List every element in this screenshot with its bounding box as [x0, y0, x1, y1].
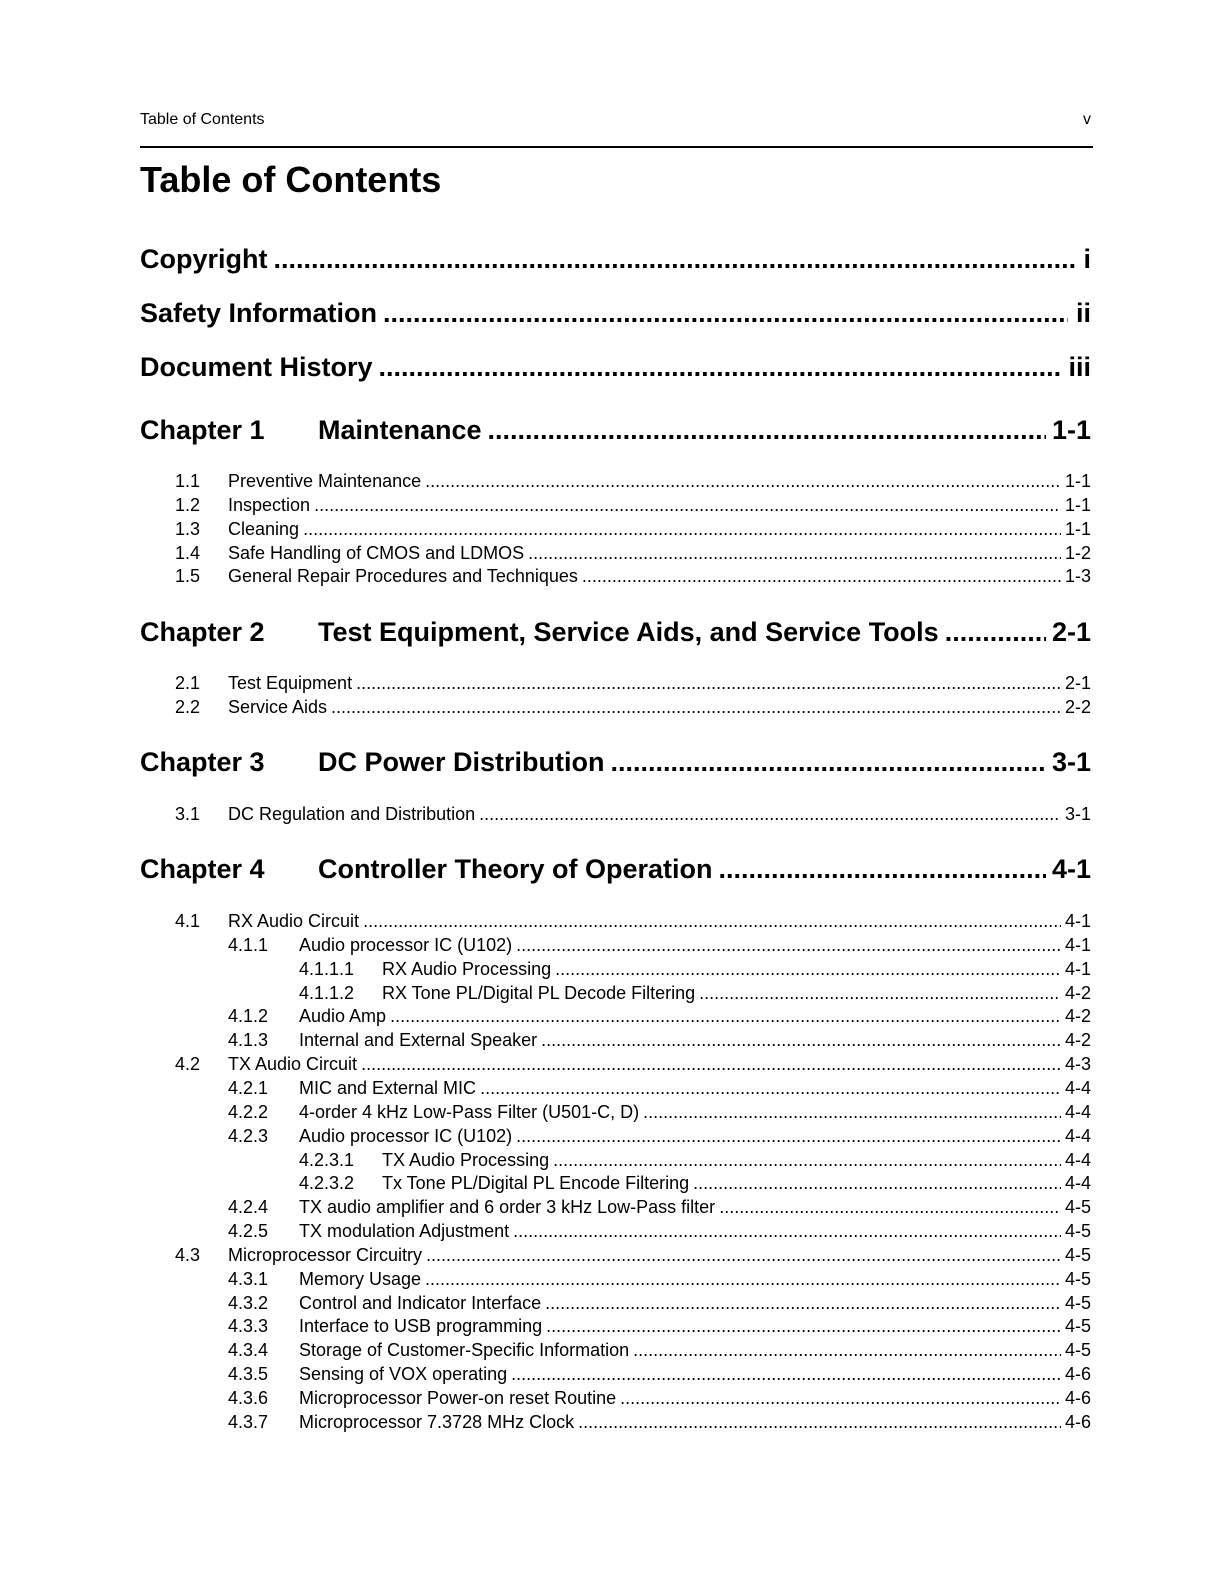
toc-entry-number: 4.1.2: [228, 1006, 269, 1026]
dot-leader: [578, 1410, 1061, 1434]
toc-entry-number: 1.5: [175, 566, 201, 586]
toc-entry-page: 1-3: [1064, 566, 1091, 586]
toc-section-entry[interactable]: [140, 1219, 1091, 1243]
running-header: [140, 110, 1091, 130]
toc-entry-label: Memory Usage: [299, 1269, 422, 1289]
toc-entry-label: TX audio amplifier and 6 order 3 kHz Low-Pass filter: [299, 1197, 716, 1217]
toc-entry-page: 4-6: [1064, 1364, 1091, 1384]
toc-entry-page: ii: [1075, 298, 1091, 328]
toc-entry-number: 4.2.1: [228, 1078, 269, 1098]
toc-entry-label: Sensing of VOX operating: [299, 1364, 508, 1384]
toc-section-entry[interactable]: [140, 671, 1091, 695]
toc-entry-number: 4.1.1.1: [299, 959, 355, 979]
dot-leader: [693, 1171, 1061, 1195]
toc-entry-number: Chapter 2: [140, 617, 265, 647]
toc-entry-page: 1-1: [1064, 495, 1091, 515]
toc-entry-label: Inspection: [228, 495, 311, 515]
toc-entry-page: 4-5: [1064, 1221, 1091, 1241]
toc-entry-page: 3-1: [1064, 804, 1091, 824]
toc-entry-label: Microprocessor 7.3728 MHz Clock: [299, 1412, 575, 1432]
toc-entry-page: 3-1: [1051, 747, 1091, 777]
toc-section-entry[interactable]: [140, 541, 1091, 565]
toc-entry-page: 4-1: [1064, 911, 1091, 931]
toc-front-matter-entry[interactable]: [140, 243, 1091, 275]
toc-entry-number: 4.1.1.2: [299, 983, 355, 1003]
dot-leader: [643, 1100, 1061, 1124]
toc-entry-number: 1.4: [175, 543, 201, 563]
toc-entry-number: 4.3.2: [228, 1293, 269, 1313]
toc-entry-number: 4.1.1: [228, 935, 269, 955]
toc-entry-label: Preventive Maintenance: [228, 471, 422, 491]
toc-entry-page: 4-4: [1064, 1150, 1091, 1170]
toc-entry-label: RX Audio Processing: [382, 959, 552, 979]
toc-section-entry[interactable]: [140, 1171, 1091, 1195]
toc-entry-label: Cleaning: [228, 519, 300, 539]
toc-entry-label: General Repair Procedures and Techniques: [228, 566, 578, 586]
toc-entry-label: Audio processor IC (U102): [299, 1126, 513, 1146]
running-header-page-number: v: [1083, 111, 1091, 128]
dot-leader: [633, 1338, 1061, 1362]
toc-entry-page: 4-4: [1064, 1102, 1091, 1122]
toc-entry-label: Service Aids: [228, 697, 328, 717]
toc-section-entry[interactable]: [140, 802, 1091, 826]
dot-leader: [516, 933, 1061, 957]
toc-front-matter-entry[interactable]: [140, 351, 1091, 383]
toc-entry-number: 4.1.3: [228, 1030, 269, 1050]
toc-entry-page: 4-1: [1064, 959, 1091, 979]
dot-leader: [361, 1052, 1061, 1076]
toc-entry-label: Microprocessor Circuitry: [228, 1245, 423, 1265]
toc-entry-number: 4.2.3: [228, 1126, 269, 1146]
toc-entry-page: 4-4: [1064, 1173, 1091, 1193]
dot-leader: [488, 414, 1046, 446]
toc-entry-label: Test Equipment: [228, 673, 353, 693]
toc-entry-label: DC Regulation and Distribution: [228, 804, 476, 824]
dot-leader: [541, 1028, 1061, 1052]
toc-section-entry[interactable]: [140, 695, 1091, 719]
toc-entry-number: 1.1: [175, 471, 201, 491]
toc-entry-number: 4.2: [175, 1054, 201, 1074]
toc-entry-label: Audio processor IC (U102): [299, 935, 513, 955]
toc-entry-label: Document History: [140, 352, 373, 382]
toc-section-entry[interactable]: [140, 933, 1091, 957]
toc-section-entry[interactable]: [140, 1100, 1091, 1124]
toc-entry-label: Interface to USB programming: [299, 1316, 543, 1336]
toc-entry-page: 4-2: [1064, 1030, 1091, 1050]
dot-leader: [390, 1004, 1061, 1028]
toc-entry-page: 4-5: [1064, 1197, 1091, 1217]
toc-entry-page: 4-6: [1064, 1388, 1091, 1408]
toc-entry-number: 4.2.2: [228, 1102, 269, 1122]
toc-entry-label: Controller Theory of Operation: [318, 854, 713, 884]
toc-entry-page: 4-5: [1064, 1340, 1091, 1360]
toc-entry-label: TX Audio Circuit: [228, 1054, 358, 1074]
toc-chapter-entry[interactable]: [140, 616, 1091, 648]
dot-leader: [582, 564, 1061, 588]
toc-entry-label: RX Tone PL/Digital PL Decode Filtering: [382, 983, 696, 1003]
toc-entry-number: Chapter 3: [140, 747, 265, 777]
toc-entry-label: Tx Tone PL/Digital PL Encode Filtering: [382, 1173, 690, 1193]
dot-leader: [620, 1386, 1061, 1410]
toc-section-entry[interactable]: [140, 1410, 1091, 1434]
toc-chapter-entry[interactable]: [140, 414, 1091, 446]
toc-section-entry[interactable]: [140, 1148, 1091, 1172]
toc-section-entry[interactable]: [140, 493, 1091, 517]
toc-entry-page: 4-6: [1064, 1412, 1091, 1432]
toc-section-entry[interactable]: [140, 1076, 1091, 1100]
toc-entry-page: iii: [1068, 352, 1091, 382]
dot-leader: [383, 297, 1068, 329]
dot-leader: [426, 1243, 1061, 1267]
dot-leader: [945, 616, 1046, 648]
toc-entry-page: 4-5: [1064, 1269, 1091, 1289]
toc-section-entry[interactable]: [140, 981, 1091, 1005]
toc-section-entry[interactable]: [140, 1004, 1091, 1028]
dot-leader: [611, 746, 1046, 778]
toc-section-entry[interactable]: [140, 909, 1091, 933]
dot-leader: [511, 1362, 1061, 1386]
toc-section-entry[interactable]: [140, 469, 1091, 493]
toc-entry-page: 2-1: [1051, 617, 1091, 647]
header-rule: [140, 146, 1093, 148]
toc-entry-number: 4.3: [175, 1245, 201, 1265]
dot-leader: [513, 1219, 1061, 1243]
toc-entry-page: 4-5: [1064, 1293, 1091, 1313]
toc-section-entry[interactable]: [140, 1267, 1091, 1291]
dot-leader: [479, 802, 1061, 826]
toc-section-entry[interactable]: [140, 1028, 1091, 1052]
dot-leader: [379, 351, 1061, 383]
dot-leader: [425, 469, 1061, 493]
dot-leader: [303, 517, 1061, 541]
toc-section-entry[interactable]: [140, 1195, 1091, 1219]
toc-entry-page: 1-1: [1064, 471, 1091, 491]
toc-entry-label: Internal and External Speaker: [299, 1030, 538, 1050]
page-title: Table of Contents: [140, 159, 442, 200]
toc-section-entry[interactable]: [140, 1338, 1091, 1362]
dot-leader: [425, 1267, 1061, 1291]
toc-entry-label: TX modulation Adjustment: [299, 1221, 510, 1241]
toc-chapter-entry[interactable]: [140, 853, 1091, 885]
toc-entry-page: 4-4: [1064, 1078, 1091, 1098]
toc-entry-label: Storage of Customer-Specific Information: [299, 1340, 630, 1360]
toc-entry-label: Maintenance: [318, 415, 482, 445]
dot-leader: [314, 493, 1061, 517]
toc-entry-page: 4-2: [1064, 983, 1091, 1003]
dot-leader: [356, 671, 1061, 695]
dot-leader: [480, 1076, 1061, 1100]
toc-entry-number: 4.3.3: [228, 1316, 269, 1336]
toc-section-entry[interactable]: [140, 517, 1091, 541]
running-header-title: Table of Contents: [140, 111, 265, 128]
toc-entry-label: Test Equipment, Service Aids, and Service Tools: [318, 617, 939, 647]
dot-leader: [699, 981, 1061, 1005]
dot-leader: [719, 1195, 1061, 1219]
toc-entry-page: 2-1: [1064, 673, 1091, 693]
toc-section-entry[interactable]: [140, 1052, 1091, 1076]
toc-chapter-entry[interactable]: [140, 746, 1091, 778]
dot-leader: [331, 695, 1061, 719]
toc-entry-label: Control and Indicator Interface: [299, 1293, 542, 1313]
toc-entry-number: 2.1: [175, 673, 201, 693]
toc-section-entry[interactable]: [140, 564, 1091, 588]
toc-section-entry[interactable]: [140, 1291, 1091, 1315]
toc-entry-page: 4-1: [1064, 935, 1091, 955]
toc-entry-number: 3.1: [175, 804, 201, 824]
toc-entry-page: 4-3: [1064, 1054, 1091, 1074]
toc-entry-page: 1-2: [1064, 543, 1091, 563]
toc-section-entry[interactable]: [140, 1243, 1091, 1267]
toc-entry-number: 4.3.6: [228, 1388, 269, 1408]
toc-entry-number: 4.3.4: [228, 1340, 269, 1360]
toc-entry-number: 1.3: [175, 519, 201, 539]
toc-section-entry[interactable]: [140, 1386, 1091, 1410]
toc-entry-number: 1.2: [175, 495, 201, 515]
toc-entry-number: 4.2.3.1: [299, 1150, 355, 1170]
toc-entry-number: 4.3.5: [228, 1364, 269, 1384]
toc-entry-label: Copyright: [140, 244, 268, 274]
dot-leader: [555, 957, 1061, 981]
dot-leader: [546, 1314, 1061, 1338]
dot-leader: [553, 1148, 1061, 1172]
toc-entry-label: MIC and External MIC: [299, 1078, 477, 1098]
toc-entry-number: 4.3.1: [228, 1269, 269, 1289]
dot-leader: [363, 909, 1061, 933]
toc-entry-page: 4-5: [1064, 1245, 1091, 1265]
toc-entry-page: 4-5: [1064, 1316, 1091, 1336]
toc-entry-number: 2.2: [175, 697, 201, 717]
dot-leader: [516, 1124, 1061, 1148]
toc-entry-label: RX Audio Circuit: [228, 911, 360, 931]
toc-entry-page: 1-1: [1051, 415, 1091, 445]
toc-entry-page: 4-4: [1064, 1126, 1091, 1146]
toc-entry-number: 4.2.5: [228, 1221, 269, 1241]
toc-section-entry[interactable]: [140, 1362, 1091, 1386]
toc-entry-label: Safe Handling of CMOS and LDMOS: [228, 543, 525, 563]
toc-entry-number: 4.1: [175, 911, 201, 931]
toc-section-entry[interactable]: [140, 1124, 1091, 1148]
toc-front-matter-entry[interactable]: [140, 297, 1091, 329]
toc-entry-label: Safety Information: [140, 298, 378, 328]
toc-entry-number: Chapter 1: [140, 415, 265, 445]
toc-entry-label: Microprocessor Power-on reset Routine: [299, 1388, 617, 1408]
dot-leader: [274, 243, 1076, 275]
dot-leader: [719, 853, 1046, 885]
dot-leader: [528, 541, 1061, 565]
dot-leader: [545, 1291, 1061, 1315]
toc-entry-page: 1-1: [1064, 519, 1091, 539]
toc-entry-number: 4.2.4: [228, 1197, 269, 1217]
toc-entry-label: 4-order 4 kHz Low-Pass Filter (U501-C, D): [299, 1102, 640, 1122]
toc-entry-page: i: [1083, 244, 1091, 274]
toc-entry-label: DC Power Distribution: [318, 747, 605, 777]
toc-entry-page: 4-2: [1064, 1006, 1091, 1026]
toc-entry-label: TX Audio Processing: [382, 1150, 550, 1170]
toc-entry-page: 2-2: [1064, 697, 1091, 717]
toc-entry-label: Audio Amp: [299, 1006, 387, 1026]
toc-entry-page: 4-1: [1051, 854, 1091, 884]
toc-entry-number: 4.2.3.2: [299, 1173, 355, 1193]
toc-section-entry[interactable]: [140, 1314, 1091, 1338]
toc-entry-number: 4.3.7: [228, 1412, 269, 1432]
toc-section-entry[interactable]: [140, 957, 1091, 981]
toc-entry-number: Chapter 4: [140, 854, 265, 884]
